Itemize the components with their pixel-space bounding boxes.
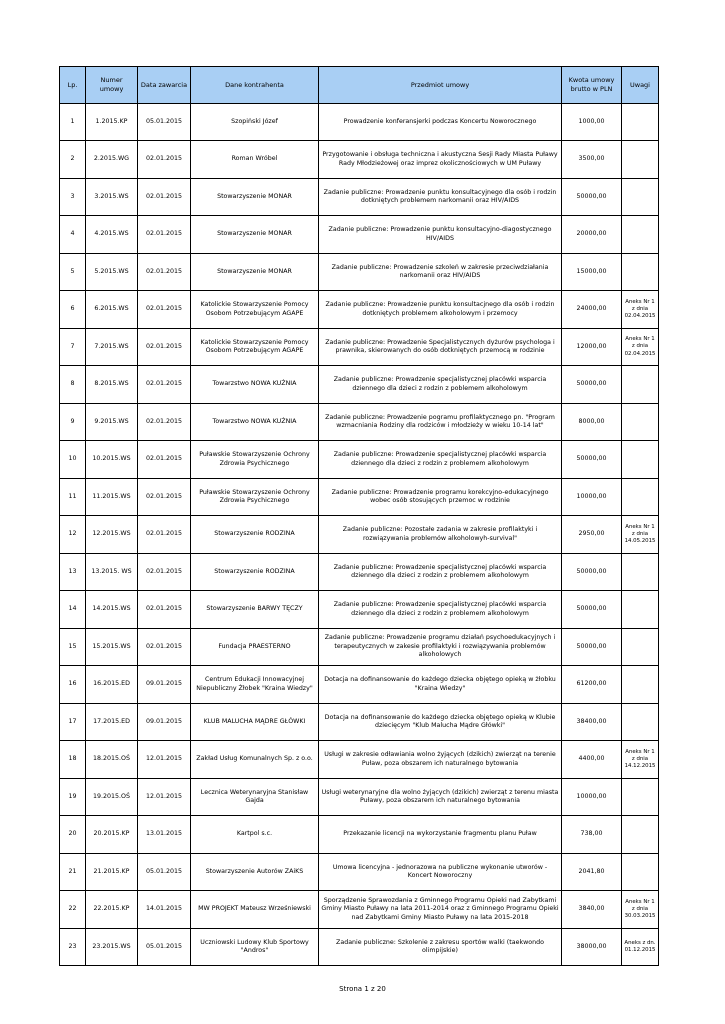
cell-uwagi [622,366,659,404]
cell-dane-kontrahenta: KLUB MALUCHA MĄDRE GŁÓWKI [191,704,319,741]
cell-numer-umowy: 5.2015.WS [86,254,138,291]
page-number: Strona 1 z 20 [339,985,386,993]
cell-lp: 11 [60,479,86,516]
cell-data-zawarcia: 02.01.2015 [138,554,191,591]
cell-kwota: 10000,00 [562,479,622,516]
cell-numer-umowy: 19.2015.OŚ [86,779,138,816]
cell-uwagi: Aneks Nr 1 z dnia 14.12.2015 [622,741,659,779]
cell-dane-kontrahenta: Zakład Usług Komunalnych Sp. z o.o. [191,741,319,779]
cell-przedmiot-umowy: Zadanie publiczne: Prowadzenie specjalistycznej placówki wsparcia dziennego dla dzieci z rodzin z poblemem alkoholowym [319,366,562,404]
cell-przedmiot-umowy: Zadanie publiczne: Prowadzenie Specjalistycznych dyżurów psychologa i prawnika, skierowanych do osób dotkniętych przemocą w rodzinie [319,329,562,366]
cell-data-zawarcia: 02.01.2015 [138,591,191,629]
cell-lp: 4 [60,216,86,254]
table-row [60,779,659,816]
cell-uwagi: Aneks Nr 1 z dnia 02.04.2015 [622,329,659,366]
cell-numer-umowy: 15.2015.WS [86,629,138,666]
cell-dane-kontrahenta: Kartpol s.c. [191,816,319,854]
cell-lp: 2 [60,141,86,179]
cell-numer-umowy: 23.2015.WS [86,929,138,966]
cell-data-zawarcia: 02.01.2015 [138,141,191,179]
cell-data-zawarcia: 02.01.2015 [138,479,191,516]
cell-lp: 18 [60,741,86,779]
table-row [60,479,659,516]
cell-data-zawarcia: 02.01.2015 [138,629,191,666]
cell-numer-umowy: 16.2015.ED [86,666,138,704]
cell-uwagi [622,441,659,479]
cell-data-zawarcia: 02.01.2015 [138,329,191,366]
cell-uwagi: Aneks Nr 1 z dnia 30.03.2015 [622,891,659,929]
cell-data-zawarcia: 09.01.2015 [138,666,191,704]
cell-dane-kontrahenta: Fundacja PRAESTERNO [191,629,319,666]
cell-przedmiot-umowy: Usługi weterynaryjne dla wolno żyjących (dzikich) zwierząt z terenu miasta Puławy, poza obszarem ich naturalnego bytowania [319,779,562,816]
cell-dane-kontrahenta: Uczniowski Ludowy Klub Sportowy "Andros" [191,929,319,966]
cell-uwagi [622,141,659,179]
cell-przedmiot-umowy: Zadanie publiczne: Prowadzenie programu działań psychoedukacyjnych i terapeutycznych w zakesie profilaktyki i rozwiązywania problemów alkoholowych [319,629,562,666]
cell-kwota: 50000,00 [562,554,622,591]
table-row [60,104,659,141]
cell-dane-kontrahenta: Katolickie Stowarzyszenie Pomocy Osobom Potrzebującym AGAPE [191,291,319,329]
cell-kwota: 3500,00 [562,141,622,179]
cell-uwagi: Aneks Nr 1 z dnia 02.04.2015 [622,291,659,329]
header-uwagi: Uwagi [622,67,659,104]
cell-data-zawarcia: 05.01.2015 [138,854,191,891]
cell-przedmiot-umowy: Zadanie publiczne: Pozostałe zadania w zakresie profilaktyki i rozwiązywania problemów alkoholowyh-survival" [319,516,562,554]
cell-dane-kontrahenta: Stowarzyszenie MONAR [191,179,319,216]
cell-uwagi [622,854,659,891]
cell-data-zawarcia: 12.01.2015 [138,741,191,779]
cell-dane-kontrahenta: Centrum Edukacji Innowacyjnej Niepubliczny Żłobek "Kraina Wiedzy" [191,666,319,704]
cell-numer-umowy: 22.2015.KP [86,891,138,929]
cell-kwota: 10000,00 [562,779,622,816]
cell-uwagi [622,816,659,854]
cell-numer-umowy: 20.2015.KP [86,816,138,854]
cell-lp: 6 [60,291,86,329]
cell-kwota: 738,00 [562,816,622,854]
header-numer-umowy: Numer umowy [86,67,138,104]
cell-kwota: 38400,00 [562,704,622,741]
cell-dane-kontrahenta: Szopiński Józef [191,104,319,141]
cell-kwota: 50000,00 [562,366,622,404]
cell-przedmiot-umowy: Przygotowanie i obsługa techniczna i akustyczna Sesji Rady Miasta Puławy Rady Młodzieżowej oraz imprez okolicznościowych w UM Puławy [319,141,562,179]
cell-data-zawarcia: 05.01.2015 [138,929,191,966]
cell-lp: 3 [60,179,86,216]
cell-numer-umowy: 3.2015.WS [86,179,138,216]
cell-data-zawarcia: 02.01.2015 [138,216,191,254]
cell-dane-kontrahenta: MW PROJEKT Mateusz Wrześniewski [191,891,319,929]
cell-dane-kontrahenta: Puławskie Stowarzyszenie Ochrony Zdrowia Psychicznego [191,441,319,479]
table-row [60,629,659,666]
cell-lp: 14 [60,591,86,629]
cell-lp: 20 [60,816,86,854]
cell-numer-umowy: 18.2015.OŚ [86,741,138,779]
header-dane-kontrahenta: Dane kontrahenta [191,67,319,104]
cell-uwagi [622,216,659,254]
cell-dane-kontrahenta: Stowarzyszenie BARWY TĘCZY [191,591,319,629]
cell-uwagi [622,666,659,704]
cell-kwota: 38000,00 [562,929,622,966]
cell-kwota: 50000,00 [562,179,622,216]
table-row [60,216,659,254]
cell-uwagi [622,591,659,629]
table-row [60,141,659,179]
cell-przedmiot-umowy: Zadanie publiczne: Prowadzenie specjalistycznej placówki wsparcia dziennego dla dzieci z rodzin z problemem alkoholowym [319,441,562,479]
cell-przedmiot-umowy: Zadanie publiczne: Prowadzenie specjalistycznej placówki wsparcia dziennego dla dzieci z rodzin z problemem alkoholowym [319,554,562,591]
cell-data-zawarcia: 02.01.2015 [138,254,191,291]
table-row [60,816,659,854]
cell-uwagi: Aneks z dn. 01.12.2015 [622,929,659,966]
cell-uwagi [622,104,659,141]
cell-kwota: 61200,00 [562,666,622,704]
cell-uwagi [622,779,659,816]
table-row [60,554,659,591]
cell-przedmiot-umowy: Zadanie publiczne: Szkolenie z zakresu sportów walki (taekwondo olimpijskie) [319,929,562,966]
cell-przedmiot-umowy: Zadanie publiczne: Prowadzenie punktu konsultacyjnego dla osób i rodzin dotkniętych problemem narkomanii oraz HIV/AIDS [319,179,562,216]
cell-przedmiot-umowy: Usługi w zakresie odławiania wolno żyjących (dzikich) zwierząt na terenie Puław, poza obszarem ich naturalnego bytowania [319,741,562,779]
cell-przedmiot-umowy: Zadanie publiczne: Prowadzenie punktu konsultacjnego dla osób i rodzin dotkniętych problemem alkoholowym i przemocy [319,291,562,329]
cell-dane-kontrahenta: Stowarzyszenie MONAR [191,216,319,254]
cell-dane-kontrahenta: Stowarzyszenie RODZINA [191,554,319,591]
cell-kwota: 15000,00 [562,254,622,291]
table-row [60,666,659,704]
cell-kwota: 4400,00 [562,741,622,779]
header-lp: Lp. [60,67,86,104]
cell-numer-umowy: 4.2015.WS [86,216,138,254]
cell-przedmiot-umowy: Zadanie publiczne: Prowadzenie specjalistycznej placówki wsparcia dziennego dla dzieci z rodzin z problemem alkoholowym [319,591,562,629]
cell-numer-umowy: 7.2015.WS [86,329,138,366]
cell-numer-umowy: 12.2015.WS [86,516,138,554]
cell-kwota: 2950,00 [562,516,622,554]
table-row [60,291,659,329]
cell-dane-kontrahenta: Towarzstwo NOWA KUŹNIA [191,404,319,441]
cell-lp: 22 [60,891,86,929]
cell-kwota: 12000,00 [562,329,622,366]
cell-uwagi [622,479,659,516]
cell-lp: 21 [60,854,86,891]
cell-kwota: 20000,00 [562,216,622,254]
cell-dane-kontrahenta: Stowarzyszenie RODZINA [191,516,319,554]
cell-data-zawarcia: 12.01.2015 [138,779,191,816]
cell-dane-kontrahenta: Stowarzyszenie MONAR [191,254,319,291]
cell-uwagi: Aneks Nr 1 z dnia 14.05.2015 [622,516,659,554]
cell-lp: 13 [60,554,86,591]
cell-kwota: 2041,80 [562,854,622,891]
table-row [60,516,659,554]
cell-data-zawarcia: 09.01.2015 [138,704,191,741]
cell-numer-umowy: 21.2015.KP [86,854,138,891]
cell-uwagi [622,704,659,741]
cell-dane-kontrahenta: Katolickie Stowarzyszenie Pomocy Osobom Potrzebującym AGAPE [191,329,319,366]
cell-numer-umowy: 2.2015.WG [86,141,138,179]
cell-numer-umowy: 9.2015.WS [86,404,138,441]
cell-data-zawarcia: 02.01.2015 [138,441,191,479]
cell-kwota: 50000,00 [562,441,622,479]
cell-numer-umowy: 1.2015.KP [86,104,138,141]
cell-numer-umowy: 17.2015.ED [86,704,138,741]
cell-przedmiot-umowy: Zadanie publiczne: Prowadzenie pogramu profilaktycznego pn. "Program wzmacniania Rodziny dla rodziców i młodzieży w wieku 10-14 lat" [319,404,562,441]
header-row [60,67,659,104]
table-row [60,704,659,741]
cell-uwagi [622,404,659,441]
cell-data-zawarcia: 02.01.2015 [138,366,191,404]
cell-przedmiot-umowy: Sporządzenie Sprawozdania z Gminnego Programu Opieki nad Zabytkami Gminy Miasto Puławy na lata 2011-2014 oraz z Gminnego Programu Opieki nad Zabytkami Gminy Miasto Puławy na lata 2015-2018 [319,891,562,929]
table-row [60,366,659,404]
table-row [60,891,659,929]
cell-lp: 9 [60,404,86,441]
cell-numer-umowy: 6.2015.WS [86,291,138,329]
table-row [60,329,659,366]
cell-przedmiot-umowy: Umowa licencyjna - jednorazowa na publiczne wykonanie utworów - Koncert Noworoczny [319,854,562,891]
cell-numer-umowy: 14.2015.WS [86,591,138,629]
cell-uwagi [622,629,659,666]
cell-data-zawarcia: 13.01.2015 [138,816,191,854]
cell-numer-umowy: 13.2015. WS [86,554,138,591]
cell-data-zawarcia: 02.01.2015 [138,516,191,554]
cell-dane-kontrahenta: Lecznica Weterynaryjna Stanisław Gajda [191,779,319,816]
table-row [60,254,659,291]
table-row [60,441,659,479]
cell-data-zawarcia: 02.01.2015 [138,179,191,216]
cell-lp: 12 [60,516,86,554]
cell-kwota: 3840,00 [562,891,622,929]
cell-uwagi [622,179,659,216]
table-row [60,404,659,441]
header-kwota: Kwota umowy brutto w PLN [562,67,622,104]
cell-lp: 1 [60,104,86,141]
cell-kwota: 50000,00 [562,591,622,629]
cell-przedmiot-umowy: Zadanie publiczne: Prowadzenie punktu konsultacyjno-diagostycznego HIV/AIDS [319,216,562,254]
cell-data-zawarcia: 02.01.2015 [138,404,191,441]
cell-lp: 5 [60,254,86,291]
cell-lp: 10 [60,441,86,479]
cell-kwota: 1000,00 [562,104,622,141]
table-body [60,104,659,966]
cell-przedmiot-umowy: Przekazanie licencji na wykorzystanie fragmentu planu Puław [319,816,562,854]
table-row [60,179,659,216]
table-row [60,929,659,966]
cell-lp: 16 [60,666,86,704]
table-row [60,741,659,779]
cell-dane-kontrahenta: Stowarzyszenie Autorów ZAiKS [191,854,319,891]
cell-lp: 7 [60,329,86,366]
table-row [60,854,659,891]
cell-lp: 8 [60,366,86,404]
cell-lp: 15 [60,629,86,666]
cell-data-zawarcia: 05.01.2015 [138,104,191,141]
cell-kwota: 24000,00 [562,291,622,329]
cell-lp: 17 [60,704,86,741]
cell-przedmiot-umowy: Dotacja na dofinansowanie do każdego dziecka objętego opieką w żłobku "Kraina Wiedzy" [319,666,562,704]
cell-dane-kontrahenta: Towarzstwo NOWA KUŹNIA [191,366,319,404]
header-data-zawarcia: Data zawarcia [138,67,191,104]
header-przedmiot-umowy: Przedmiot umowy [319,67,562,104]
cell-przedmiot-umowy: Prowadzenie konferansjerki podczas Koncertu Noworocznego [319,104,562,141]
cell-uwagi [622,554,659,591]
cell-uwagi [622,254,659,291]
table-row [60,591,659,629]
cell-dane-kontrahenta: Roman Wróbel [191,141,319,179]
cell-numer-umowy: 10.2015.WS [86,441,138,479]
cell-przedmiot-umowy: Zadanie publiczne: Prowadzenie programu korekcyjno-edukacyjnego wobec osób stosujących przemoc w rodzinie [319,479,562,516]
cell-lp: 23 [60,929,86,966]
cell-dane-kontrahenta: Puławskie Stowarzyszenie Ochrony Zdrowia Psychicznego [191,479,319,516]
cell-numer-umowy: 8.2015.WS [86,366,138,404]
cell-kwota: 50000,00 [562,629,622,666]
cell-przedmiot-umowy: Zadanie publiczne: Prowadzenie szkoleń w zakresie przeciwdziałania narkomanii oraz HIV/AIDS [319,254,562,291]
contracts-table [59,66,659,966]
cell-data-zawarcia: 02.01.2015 [138,291,191,329]
cell-kwota: 8000,00 [562,404,622,441]
cell-data-zawarcia: 14.01.2015 [138,891,191,929]
cell-numer-umowy: 11.2015.WS [86,479,138,516]
cell-lp: 19 [60,779,86,816]
cell-przedmiot-umowy: Dotacja na dofinansowanie do każdego dziecka objętego opieką w Klubie dziecięcym "Klub Malucha Mądre Główki" [319,704,562,741]
